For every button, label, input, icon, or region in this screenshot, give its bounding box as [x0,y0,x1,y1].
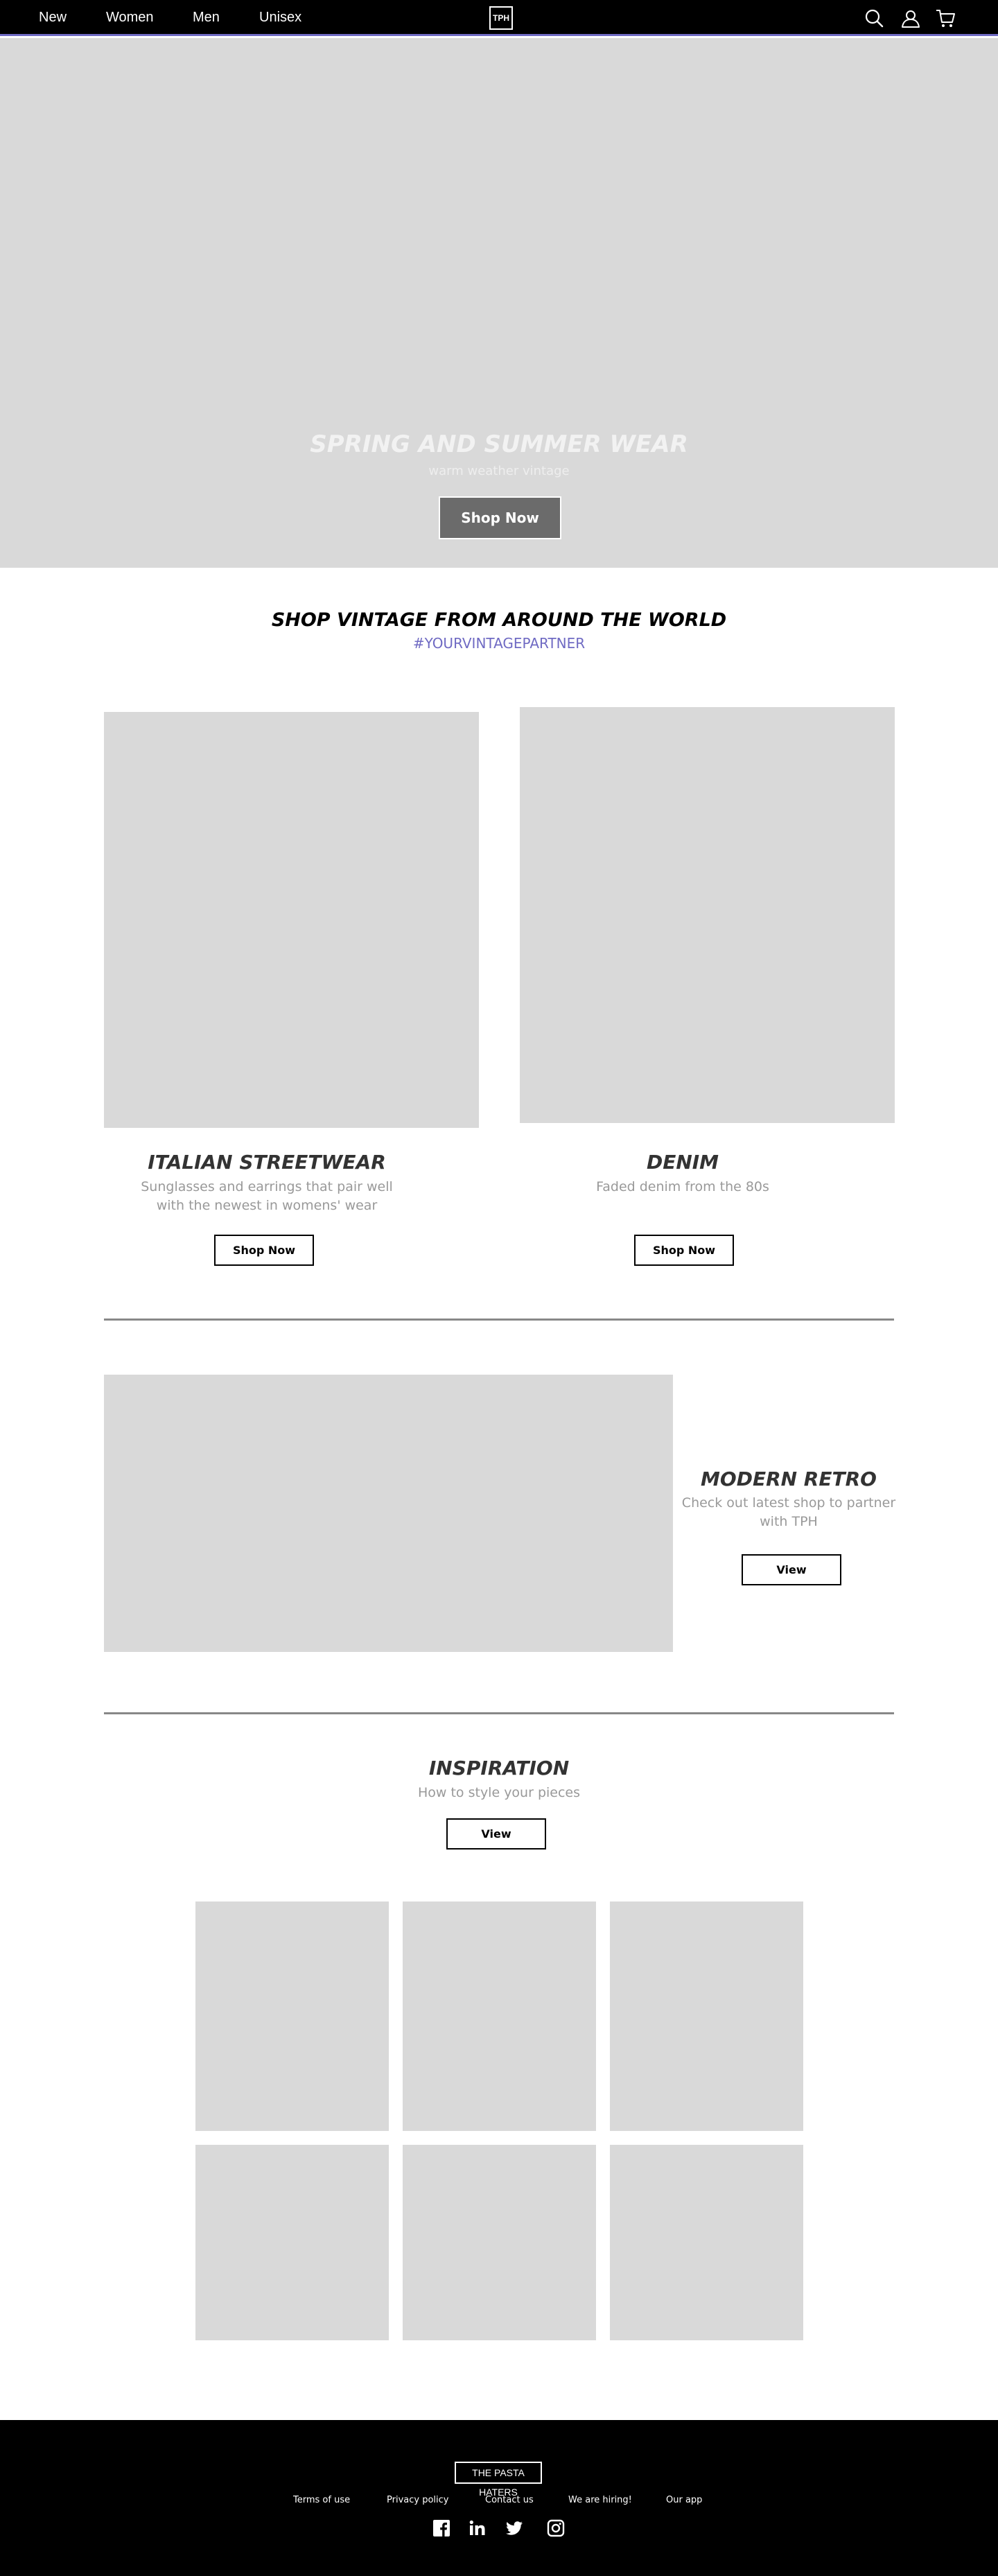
twitter-icon[interactable] [505,2519,523,2537]
site-footer [0,2420,998,2576]
inspiration-view-button[interactable]: View [446,1818,546,1850]
nav-link-new[interactable]: New [39,10,67,25]
hero-banner [0,38,998,568]
denim-title: DENIM [646,1151,719,1174]
inspiration-image[interactable] [610,1901,803,2131]
facebook-icon[interactable] [432,2519,450,2537]
modern-retro-view-button[interactable]: View [742,1554,841,1585]
hero-shop-now-button[interactable]: Shop Now [439,496,561,539]
footer-link-privacy[interactable]: Privacy policy [387,2495,449,2505]
top-nav [0,0,998,36]
denim-image[interactable] [520,707,895,1123]
section-divider [104,1319,894,1321]
inspiration-image[interactable] [610,2145,803,2340]
section-divider [104,1712,894,1714]
cart-icon[interactable] [934,7,956,29]
inspiration-subtitle: How to style your pieces [417,1785,581,1800]
footer-link-terms[interactable]: Terms of use [293,2495,351,2505]
modern-retro-image[interactable] [104,1375,673,1652]
search-icon[interactable] [863,7,885,29]
hero-title: SPRING AND SUMMER WEAR [310,430,688,458]
denim-description: Faded denim from the 80s [596,1179,769,1194]
inspiration-title: INSPIRATION [428,1757,570,1779]
footer-link-hiring[interactable]: We are hiring! [568,2495,632,2505]
nav-link-unisex[interactable]: Unisex [259,10,302,25]
nav-link-women[interactable]: Women [106,10,154,25]
modern-retro-title: MODERN RETRO [701,1468,877,1490]
italian-streetwear-description: Sunglasses and earrings that pair well with the newest in womens' wear [141,1179,393,1213]
nav-link-men[interactable]: Men [193,10,220,25]
intro-hashtag[interactable]: #YOURVINTAGEPARTNER [412,635,586,652]
inspiration-image[interactable] [195,1901,389,2131]
modern-retro-description: Check out latest shop to partner with TPH [681,1495,896,1529]
italian-streetwear-image[interactable] [104,712,479,1128]
denim-shop-now-button[interactable]: Shop Now [634,1235,734,1266]
intro-title: SHOP VINTAGE FROM AROUND THE WORLD [271,609,727,631]
italian-streetwear-title: ITALIAN STREETWEAR [148,1151,386,1174]
user-icon[interactable] [900,7,922,29]
hero-subtitle: warm weather vintage [428,464,570,478]
instagram-icon[interactable] [547,2519,565,2537]
linkedin-icon[interactable] [469,2519,487,2537]
brand-logo[interactable]: TPH [489,6,513,30]
inspiration-image[interactable] [403,1901,596,2131]
inspiration-image[interactable] [195,2145,389,2340]
footer-brand-logo[interactable]: THE PASTA HATERS [455,2462,542,2484]
italian-streetwear-shop-now-button[interactable]: Shop Now [214,1235,314,1266]
footer-link-contact[interactable]: Contact us [485,2495,534,2505]
inspiration-image[interactable] [403,2145,596,2340]
footer-link-app[interactable]: Our app [666,2495,703,2505]
